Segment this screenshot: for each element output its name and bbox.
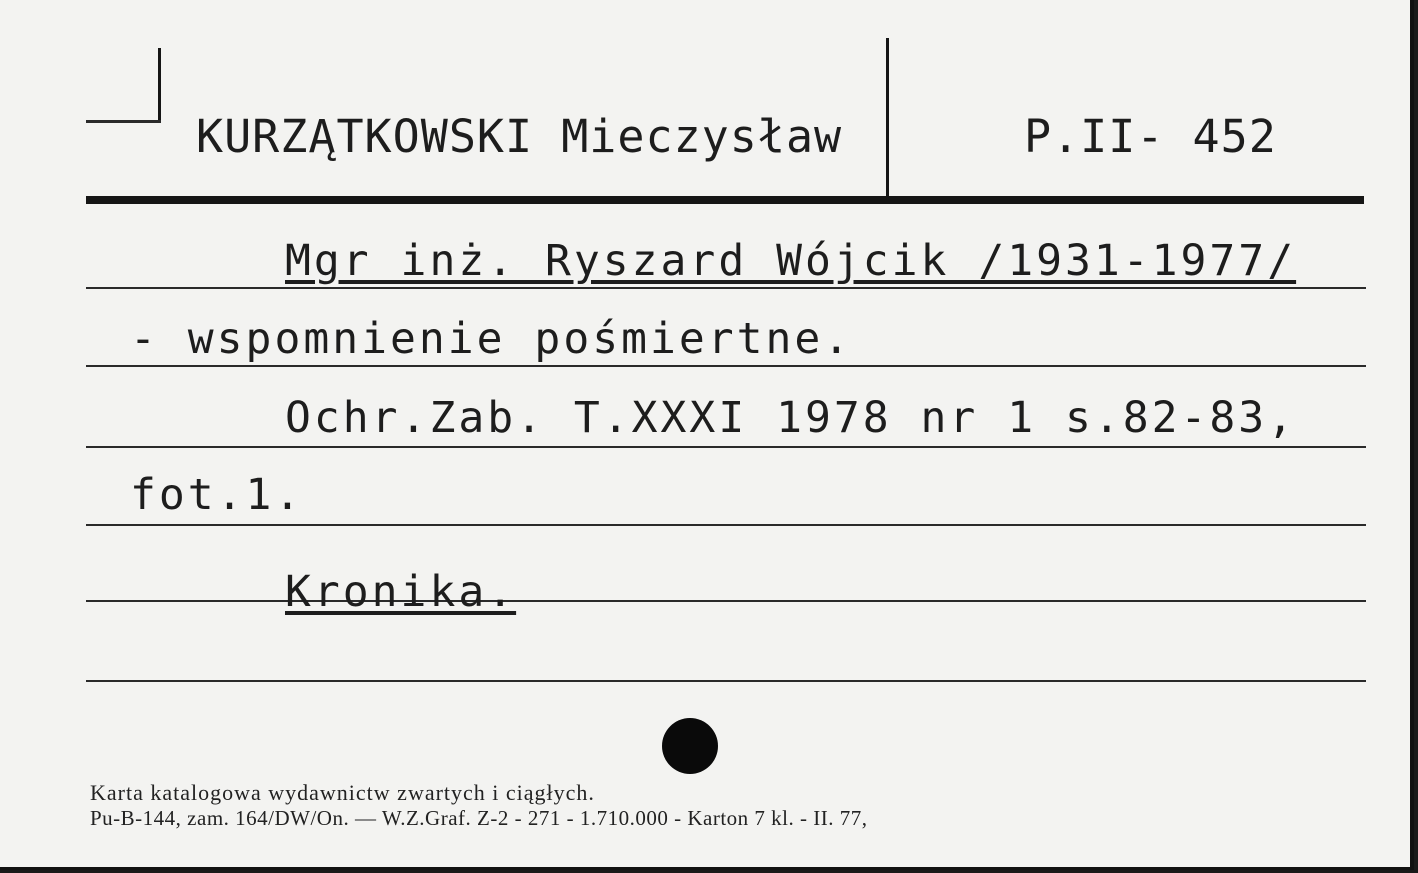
corner-mark-vertical: [158, 48, 161, 120]
footer-line-2: Pu-B-144, zam. 164/DW/On. — W.Z.Graf. Z-2 - 271 - 1.710.000 - Karton 7 kl. - II. 77,: [90, 806, 868, 830]
entry-line-subtitle: - wspomnienie pośmiertne.: [130, 314, 853, 364]
ruled-line-5: [86, 600, 1366, 602]
ruled-line-2: [86, 365, 1366, 367]
ruled-line-4: [86, 524, 1366, 526]
entry-line-source: Ochr.Zab. T.XXXI 1978 nr 1 s.82-83,: [285, 393, 1297, 443]
header-rule: [86, 196, 1364, 204]
ruled-line-1: [86, 287, 1366, 289]
entry-line-section: Kronika.: [285, 567, 517, 617]
author-name: KURZĄTKOWSKI Mieczysław: [196, 110, 843, 163]
corner-mark-horizontal: [86, 120, 161, 123]
entry-line-illustrations: fot.1.: [130, 470, 304, 520]
header-divider: [886, 38, 889, 198]
call-number: P.II- 452: [1024, 110, 1277, 163]
filing-hole: [662, 718, 718, 774]
ruled-line-3: [86, 446, 1366, 448]
footer-line-1: Karta katalogowa wydawnictw zwartych i ciągłych.: [90, 780, 595, 805]
ruled-line-6: [86, 680, 1366, 682]
entry-line-title: Mgr inż. Ryszard Wójcik /1931-1977/: [285, 236, 1297, 286]
